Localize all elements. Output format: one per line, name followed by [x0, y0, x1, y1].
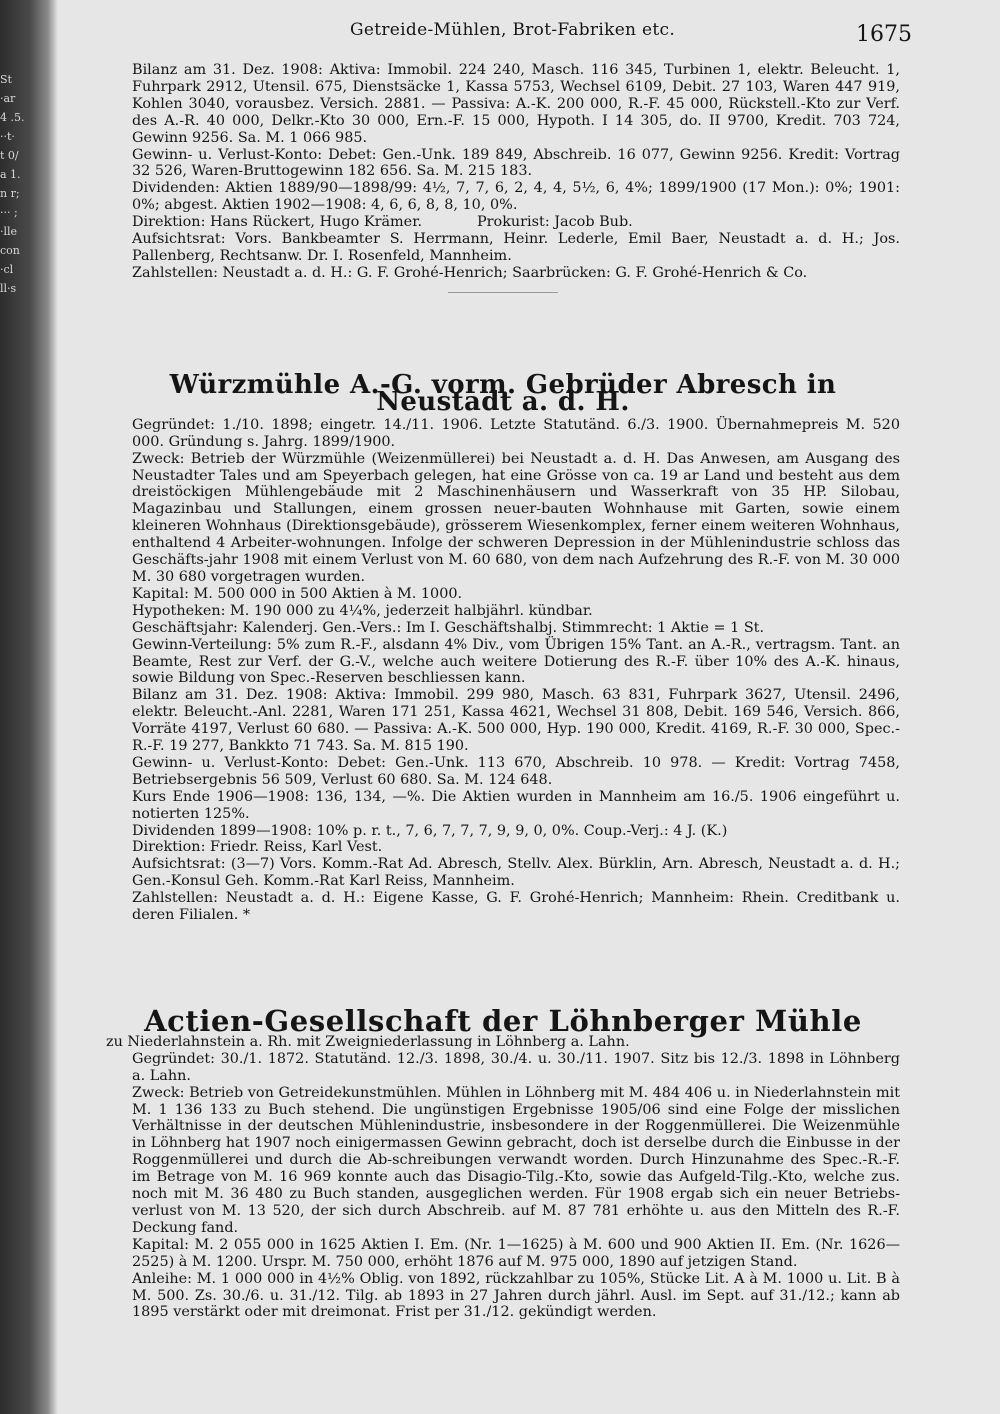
bleed-line: 4 .5. — [0, 111, 25, 124]
balance-sheet-paragraph: Bilanz am 31. Dez. 1908: Aktiva: Immobil. 224 240, Masch. 116 345, Turbinen 1, elektr. Beleucht. 1, Fuhrpark 2912, Utensil. 675, Dienstsäcke 1, Kassa 5753, Wechsel 6109, Debit. 27 103, Waren 447 919, Kohlen 3040, vorausbez. Versich. 2881. — Passiva: A.-K. 200 000, R.-F. 45 000, Rückstell.-Kto zur Verf. des A.-R. 40 000, Delkr.-Kto 30 000, Ern.-F. 15 000, Hypoth. I 14 305, do. II 9700, Kredit. 703 724, Gewinn 9256. Sa. M. 1 066 985. — [132, 62, 900, 146]
company-subtitle: zu Niederlahnstein a. Rh. mit Zweigniederlassung in Löhnberg a. Lahn. — [106, 1033, 630, 1050]
section-loehnberger-muehle — [106, 1004, 900, 1321]
bleed-line: ·cl — [0, 263, 14, 276]
page-number: 1675 — [856, 22, 912, 47]
management-paragraph: Direktion: Hans Rückert, Hugo Krämer. Prokurist: Jacob Bub. — [132, 214, 633, 231]
section-wuerzmuehle — [106, 370, 900, 924]
bleed-line: con — [0, 244, 20, 257]
section-previous-company — [106, 62, 900, 293]
bleed-line: ·lle — [0, 225, 18, 238]
founded-paragraph: Gegründet: 1./10. 1898; eingetr. 14./11. 1906. Letzte Statutänd. 6./3. 1900. Übernahmepreis M. 520 000. Gründung s. Jahrg. 1899/1900. — [132, 416, 900, 450]
dividends-paragraph: Dividenden 1899—1908: 10% p. r. t., 7, 6, 7, 7, 7, 9, 9, 0, 0%. Coup.-Verj.: 4 J. (K.) — [132, 822, 728, 839]
company-title: Actien-Gesellschaft der Löhnberger Mühle — [144, 1004, 862, 1038]
section-divider — [448, 292, 558, 293]
bleed-line: ··· ; — [0, 206, 18, 219]
bleed-line: ·ar — [0, 92, 16, 105]
supervisory-board-paragraph: Aufsichtsrat: (3—7) Vors. Komm.-Rat Ad. Abresch, Stellv. Alex. Bürklin, Arn. Abresch, Neustadt a. d. H.; Gen.-Konsul Geh. Komm.-Rat Karl Reiss, Mannheim. — [132, 856, 900, 890]
profit-loss-paragraph: Gewinn- u. Verlust-Konto: Debet: Gen.-Unk. 113 670, Abschreib. 10 978. — Kredit: Vortrag 7458, Betriebsergebnis 56 509, Verlust 60 680. Sa. M. 124 648. — [132, 754, 900, 788]
purpose-paragraph: Zweck: Betrieb von Getreidekunstmühlen. Mühlen in Löhnberg mit M. 484 406 u. in Niederlahnstein mit M. 1 136 133 zu Buch stehend. Die ungünstigen Ergebnisse 1905/06 sind eine Folge der misslichen Verhältnisse in der deutschen Mühlenindustrie, insbesondere in der Roggenmüllerei. Die Weizenmühle in Löhnberg hat 1907 noch einigermassen Gewinn gebracht, doch ist derselbe durch die Einbusse in der Roggenmüllerei und durch die Ab-schreibungen verwandt worden. Durch Hinzunahme des Spec.-R.-F. im Betrage von M. 16 969 konnte auch das Disagio-Tilg.-Kto, sowie das Aufgeld-Tilg.-Kto, welche zus. noch mit M. 36 480 zu Buch standen, ausgeglichen werden. Für 1908 ergab sich ein neuer Betriebs-verlust von M. 13 520, der sich durch Abschreib. auf M. 87 781 erhöhte u. aus den Mitteln des R.-F. Deckung fand. — [132, 1084, 900, 1236]
dividends-paragraph: Dividenden: Aktien 1889/90—1898/99: 4½, 7, 7, 6, 2, 4, 4, 5½, 6, 4%; 1899/1900 (17 Mon.): 0%; 1901: 0%; abgest. Aktien 1902—1908: 4, 6, 6, 8, 8, 10, 0%. — [132, 180, 900, 214]
paying-agents-paragraph: Zahlstellen: Neustadt a. d. H.: G. F. Grohé-Henrich; Saarbrücken: G. F. Grohé-Henrich & Co. — [132, 264, 808, 281]
bleed-line: St — [0, 73, 12, 86]
bleed-line: t 0/ — [0, 149, 19, 162]
mortgages-paragraph: Hypotheken: M. 190 000 zu 4¼%, jederzeit halbjährl. kündbar. — [132, 602, 593, 619]
capital-paragraph: Kapital: M. 500 000 in 500 Aktien à M. 1000. — [132, 585, 463, 602]
profit-distribution-paragraph: Gewinn-Verteilung: 5% zum R.-F., alsdann 4% Div., vom Übrigen 15% Tant. an A.-R., vertragsm. Tant. an Beamte, Rest zur Verf. der G.-V., welche auch weitere Dotierung des R.-F. über 10% des A.-K. hinaus, sowie Bildung von Spec.-Reserven beschliessen kann. — [132, 636, 900, 687]
profit-loss-paragraph: Gewinn- u. Verlust-Konto: Debet: Gen.-Unk. 189 849, Abschreib. 16 077, Gewinn 9256. Kredit: Vortrag 32 526, Waren-Bruttogewinn 182 656. Sa. M. 215 183. — [132, 146, 900, 180]
running-title: Getreide-Mühlen, Brot-Fabriken etc. — [350, 20, 676, 40]
share-price-paragraph: Kurs Ende 1906—1908: 136, 134, —%. Die Aktien wurden in Mannheim am 16./5. 1906 eingeführt u. notierten 125%. — [132, 788, 900, 822]
bleed-line: a 1. — [0, 168, 21, 181]
bleed-line: ··t· — [0, 130, 15, 143]
capital-paragraph: Kapital: M. 2 055 000 in 1625 Aktien I. Em. (Nr. 1—1625) à M. 600 und 900 Aktien II. Em. (Nr. 1626—2525) à M. 1200. Urspr. M. 750 000, erhöht 1876 auf M. 975 000, 1890 auf jetzigen Stand. — [132, 1236, 900, 1270]
purpose-paragraph: Zweck: Betrieb der Würzmühle (Weizenmüllerei) bei Neustadt a. d. H. Das Anwesen, am Ausgang des Neustadter Tales und am Speyerbach gelegen, hat eine Grösse von ca. 19 ar Land und besteht aus dem dreistöckigen Mühlengebäude mit 2 Maschinenhäusern und Wasserkraft von 35 HP. Silobau, Magazinbau und Stallungen, einem grossen neuer-bauten Wohnhause mit Garten, sowie einem kleineren Wohnhaus (Direktionsgebäude), grösserem Wiesenkomplex, ferner einem weiteren Wohnhaus, enthaltend 4 Arbeiter-wohnungen. Infolge der schweren Depression in der Mühlenindustrie schloss das Geschäfts-jahr 1908 mit einem Verlust von M. 60 680, von dem nach Aufzehrung des R.-F. von M. 30 000 M. 30 680 vorgetragen wurden. — [132, 450, 900, 585]
bond-paragraph: Anleihe: M. 1 000 000 in 4½% Oblig. von 1892, rückzahlbar zu 105%, Stücke Lit. A à M. 1000 u. Lit. B à M. 500. Zs. 30./6. u. 31./12. Tilg. ab 1893 in 27 Jahren durch jährl. Ausl. im Sept. auf 31./12.; kann ab 1895 verstärkt oder mit dreimonat. Frist per 31./12. gekündigt werden. — [132, 1270, 900, 1321]
paying-agents-paragraph: Zahlstellen: Neustadt a. d. H.: Eigene Kasse, G. F. Grohé-Henrich; Mannheim: Rhein. Creditbank u. deren Filialen. * — [132, 890, 900, 924]
fiscal-year-paragraph: Geschäftsjahr: Kalenderj. Gen.-Vers.: Im I. Geschäftshalbj. Stimmrecht: 1 Aktie = 1 St. — [132, 619, 765, 636]
company-title: Würzmühle A.-G. vorm. Gebrüder Abresch in Neustadt a. d. H. — [169, 370, 837, 417]
bleed-line: ll·s — [0, 282, 17, 295]
balance-sheet-paragraph: Bilanz am 31. Dez. 1908: Aktiva: Immobil. 299 980, Masch. 63 831, Fuhrpark 3627, Utensil. 2496, elektr. Beleucht.-Anl. 2281, Waren 171 251, Kassa 4621, Wechsel 31 808, Debit. 169 546, Versich. 866, Vorräte 4197, Verlust 60 680. — Passiva: A.-K. 500 000, Hyp. 190 000, Kredit. 4169, R.-F. 30 000, Spec.-R.-F. 19 277, Bankkto 71 743. Sa. M. 815 190. — [132, 687, 900, 755]
management-paragraph: Direktion: Friedr. Reiss, Karl Vest. — [132, 839, 383, 856]
supervisory-board-paragraph: Aufsichtsrat: Vors. Bankbeamter S. Herrmann, Heinr. Lederle, Emil Baer, Neustadt a. d. H.; Jos. Pallenberg, Rechtsanw. Dr. I. Rosenfeld, Mannheim. — [132, 231, 900, 264]
previous-page-bleed — [0, 70, 46, 298]
founded-paragraph: Gegründet: 30./1. 1872. Statutänd. 12./3. 1898, 30./4. u. 30./11. 1907. Sitz bis 12./3. 1898 in Löhnberg a. Lahn. — [132, 1050, 900, 1084]
bleed-line: n r; — [0, 187, 20, 200]
